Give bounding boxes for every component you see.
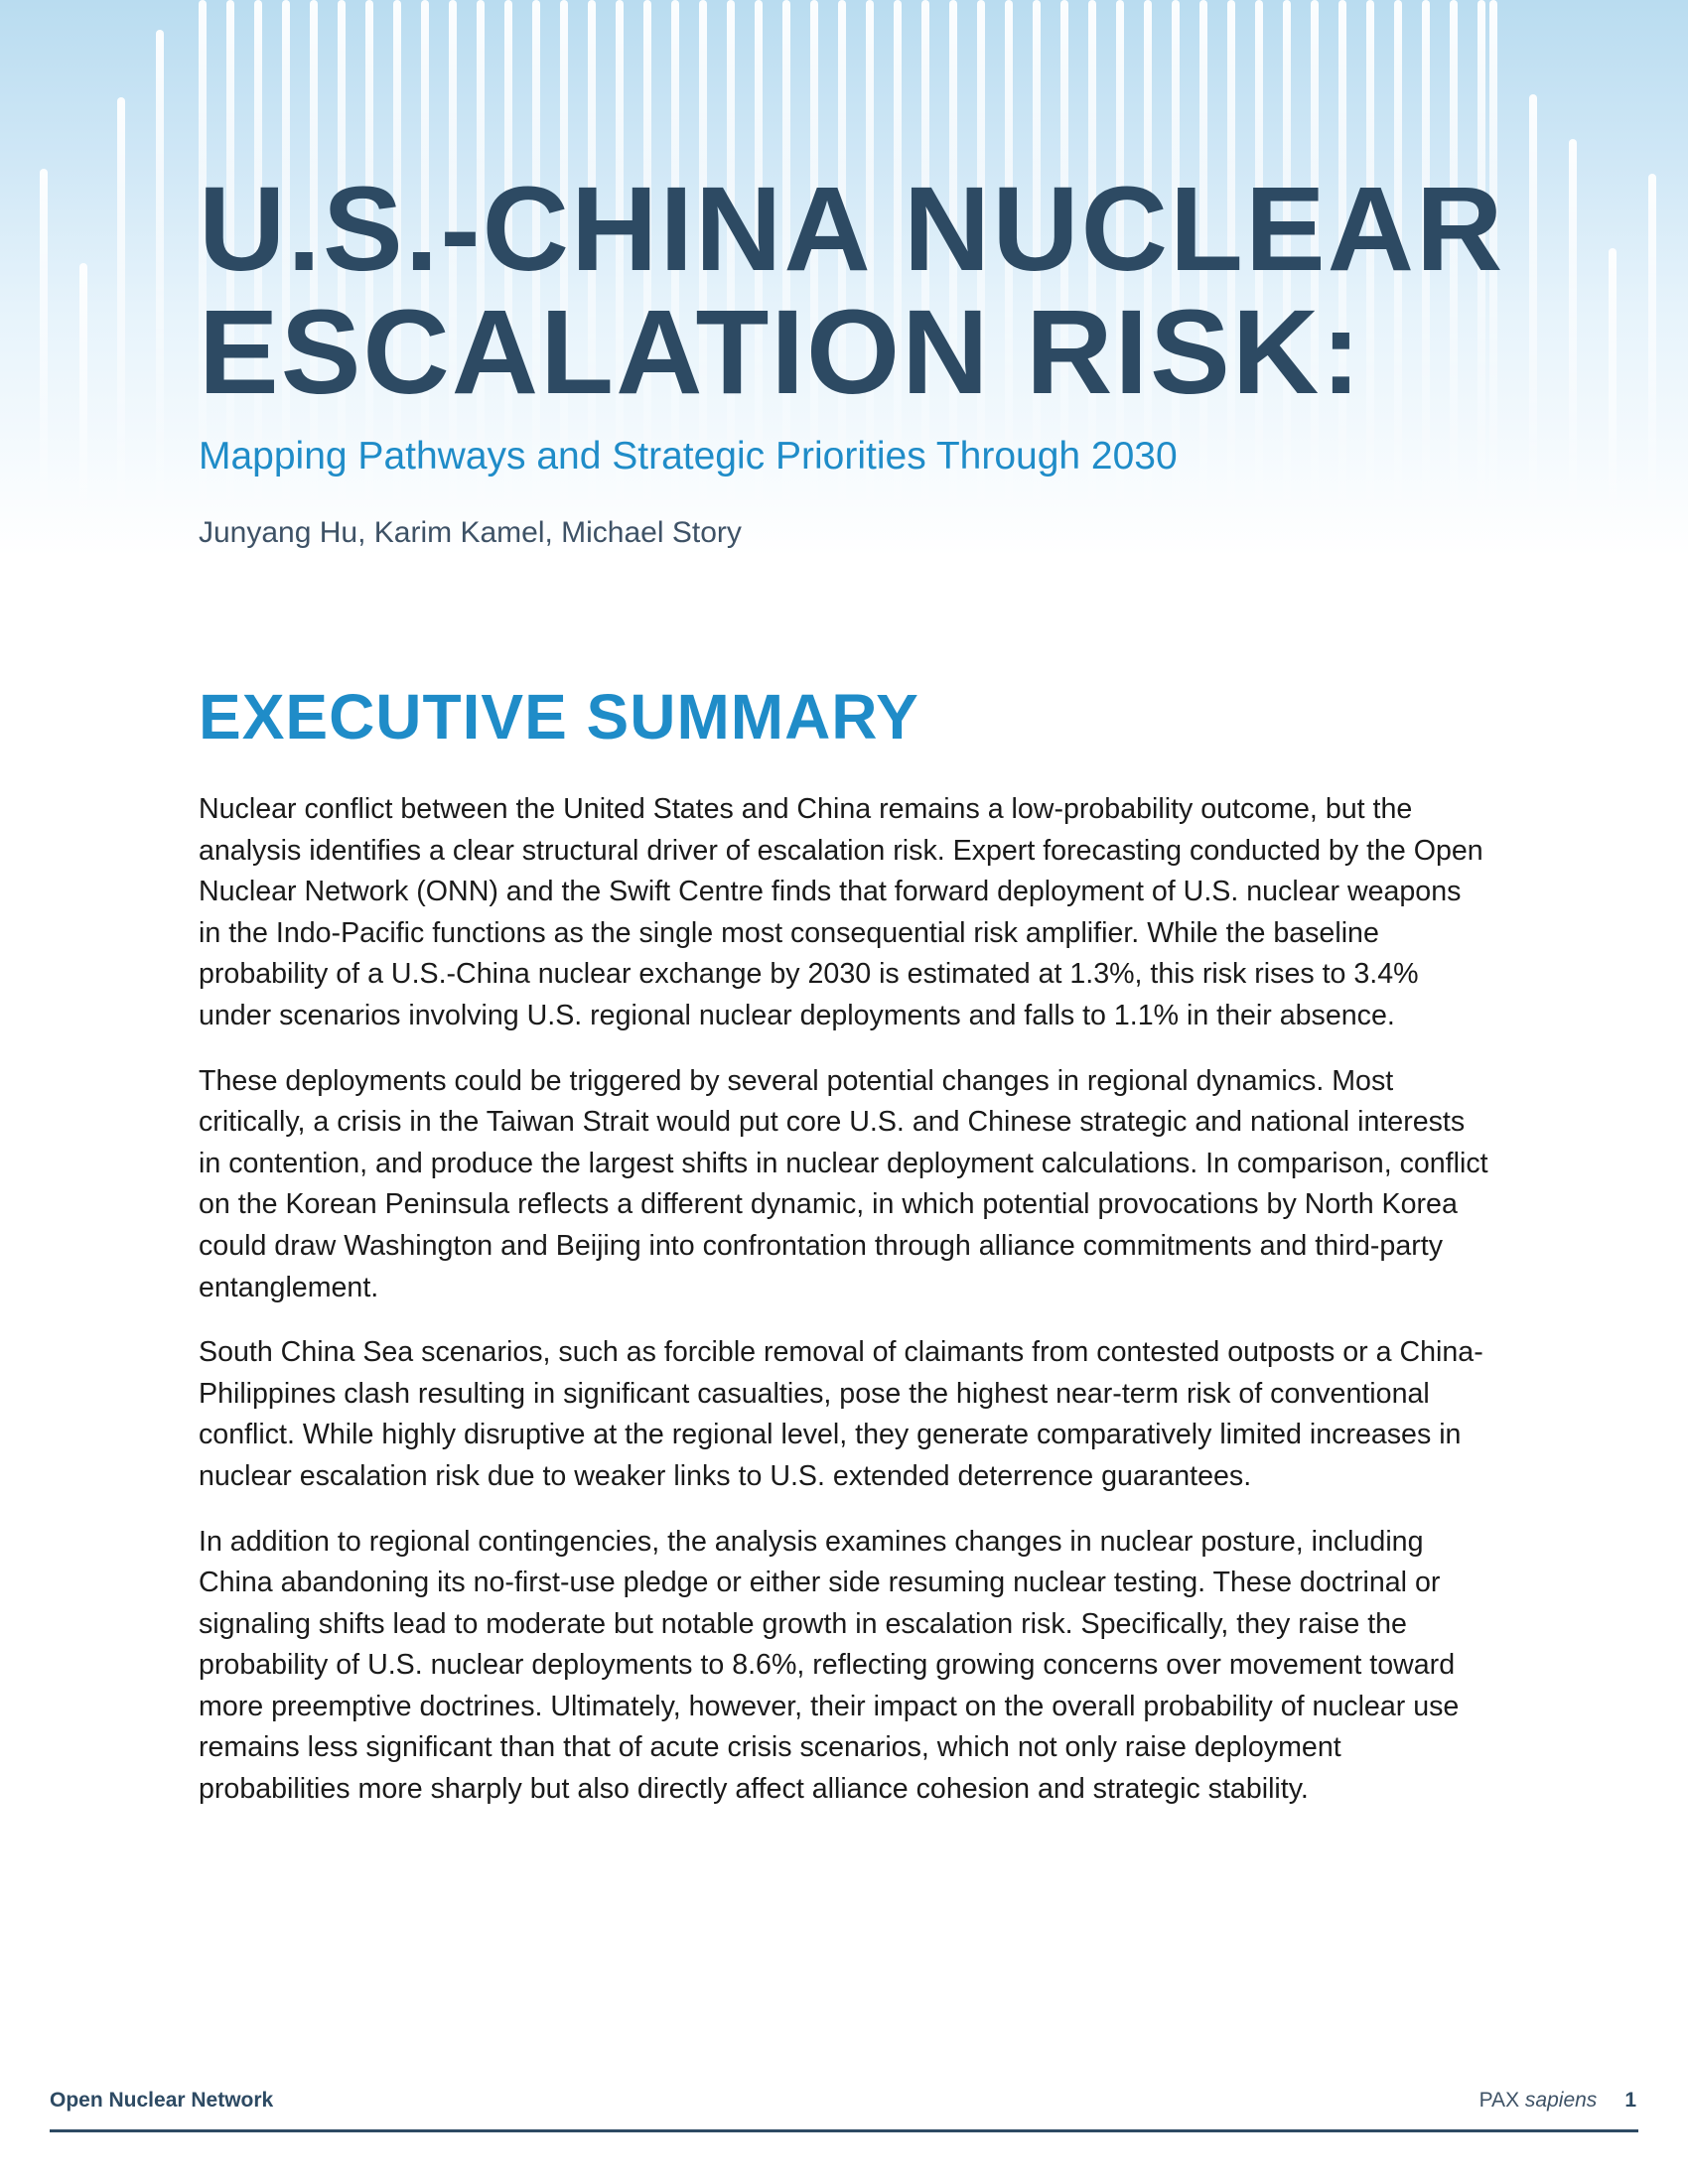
- footer-divider: [50, 2129, 1638, 2132]
- section-heading: EXECUTIVE SUMMARY: [199, 681, 919, 752]
- summary-paragraph-4: In addition to regional contingencies, the analysis examines changes in nuclear posture, including China abandoning its no-first-use pledge or either side resuming nuclear testing. These doctrinal or signaling shifts lead to moderate but notable growth in escalation risk. Specifically, they raise the probability of U.S. nuclear deployments to 8.6%, reflecting growing concerns over movement toward more preemptive doctrines. Ultimately, however, their impact on the overall probability of nuclear use remains less significant than that of acute crisis scenarios, which not only raise deployment probabilities more sharply but also directly affect alliance cohesion and strategic stability.: [199, 1525, 1460, 1806]
- summary-paragraph-3: South China Sea scenarios, such as forcible removal of claimants from contested outposts or a China-Philippines clash resulting in significant casualties, pose the highest near-term risk of conventional conflict. While highly disruptive at the regional level, they generate comparatively limited increases in nuclear escalation risk due to weaker links to U.S. extended deterrence guarantees.: [199, 1336, 1483, 1492]
- footer-right: [1479, 2089, 1636, 2113]
- decorative-bar: [79, 263, 87, 536]
- decorative-bar: [40, 169, 48, 536]
- executive-summary-body: [199, 789, 1489, 1835]
- decorative-bar: [1529, 94, 1537, 536]
- footer-brand-prefix: PAX: [1478, 2089, 1520, 2112]
- footer-brand: [1479, 2089, 1598, 2112]
- summary-paragraph-2: These deployments could be triggered by several potential changes in regional dynamics. Most critically, a crisis in the Taiwan Strait would put core U.S. and Chinese strategic and national interests in contention, and produce the largest shifts in nuclear deployment calculations. In comparison, conflict on the Korean Peninsula reflects a different dynamic, in which potential provocations by North Korea could draw Washington and Beijing into confrontation through alliance commitments and third-party entanglement.: [199, 1064, 1488, 1303]
- authors: Junyang Hu, Karim Kamel, Michael Story: [199, 516, 742, 549]
- footer-organization: Open Nuclear Network: [50, 2089, 274, 2112]
- summary-paragraph-1: Nuclear conflict between the United States and China remains a low-probability outcome, but the analysis identifies a clear structural driver of escalation risk. Expert forecasting conducted by the Open Nuclear Network (ONN) and the Swift Centre finds that forward deployment of U.S. nuclear weapons in the Indo-Pacific functions as the single most consequential risk amplifier. While the baseline probability of a U.S.-China nuclear exchange by 2030 is estimated at 1.3%, this risk rises to 3.4% under scenarios involving U.S. regional nuclear deployments and falls to 1.1% in their absence.: [199, 793, 1483, 1031]
- decorative-bar: [1609, 248, 1617, 536]
- decorative-bar: [156, 30, 164, 536]
- decorative-bar: [1569, 139, 1577, 536]
- decorative-bar: [117, 97, 125, 536]
- page-number: 1: [1624, 2089, 1636, 2112]
- decorative-bar: [1648, 174, 1656, 536]
- footer-brand-italic: sapiens: [1524, 2089, 1598, 2112]
- document-title: U.S.-CHINA NUCLEAR ESCALATION RISK:: [199, 161, 1505, 419]
- document-subtitle: Mapping Pathways and Strategic Priorities Through 2030: [199, 435, 1178, 478]
